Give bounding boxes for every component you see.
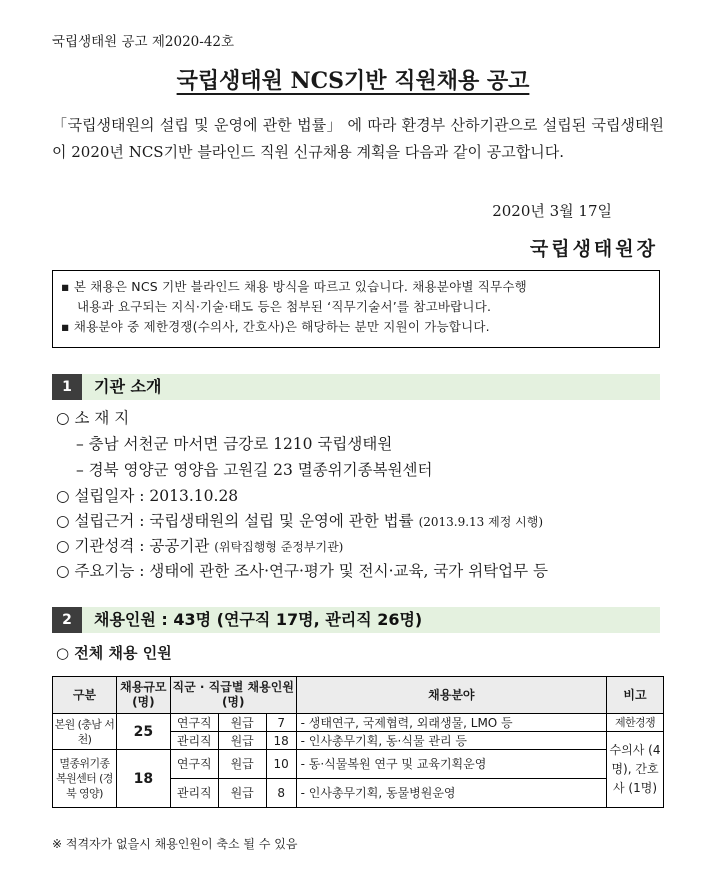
document-title-text: 국립생태원 NCS기반 직원채용 공고 (176, 68, 530, 94)
notice-line-1: ▪ 본 채용은 NCS 기반 블라인드 채용 방식을 따르고 있습니다. 채용분야별 직무수행 (61, 279, 527, 294)
institution-type-detail: (위탁집행형 준정부기관) (214, 540, 344, 554)
header-division: 구분 (53, 677, 117, 714)
legal-basis-text: ○ 설립근거 : 국립생태원의 설립 및 운영에 관한 법률 (56, 512, 414, 530)
count-cell: 7 (266, 714, 296, 732)
total-hiring-subtitle: ○ 전체 채용 인원 (56, 644, 172, 662)
section-1-title: 기관 소개 (94, 377, 162, 396)
note-cell-roles: 수의사 (4명), 간호사 (1명) (607, 732, 664, 808)
table-row (53, 714, 664, 732)
address-center: – 경북 영양군 영양읍 고원길 23 멸종위기종복원센터 (76, 461, 433, 479)
total-cell: 18 (116, 750, 170, 808)
grade-cell: 원급 (218, 732, 266, 750)
table-row (53, 750, 664, 779)
notice-line-1b: 내용과 요구되는 지식·기술·태도 등은 첨부된 ‘직무기술서’를 참고바랍니다. (77, 299, 492, 314)
hiring-table (52, 676, 664, 808)
job-cell: 연구직 (170, 714, 218, 732)
footnote: ※ 적격자가 없을시 채용인원이 축소 될 수 있음 (52, 837, 298, 851)
total-cell: 25 (116, 714, 170, 750)
job-cell: 연구직 (170, 750, 218, 779)
legal-basis-date: (2013.9.13 제정 시행) (418, 515, 543, 529)
section-1-number: 1 (52, 374, 82, 400)
grade-cell: 원급 (218, 714, 266, 732)
count-cell: 8 (266, 779, 296, 808)
signature: 국립생태원장 (529, 238, 658, 260)
section-2-title: 채용인원 : 43명 (연구직 17명, 관리직 26명) (94, 610, 423, 629)
notice-box (52, 270, 660, 348)
field-cell: - 인사총무기획, 동물병원운영 (296, 779, 606, 808)
location-label: ○ 소 재 지 (56, 409, 130, 427)
section-2-header (52, 607, 660, 633)
header-scale: 채용규모 (명) (116, 677, 170, 714)
count-cell: 10 (266, 750, 296, 779)
header-note: 비고 (607, 677, 664, 714)
section-1-header (52, 374, 660, 400)
field-cell: - 인사총무기획, 동·식물 관리 등 (296, 732, 606, 750)
section-2-number: 2 (52, 607, 82, 633)
legal-basis (56, 509, 543, 531)
division-cell: 본원 (충남 서천) (53, 714, 117, 750)
table-header-row (53, 677, 664, 714)
document-title (0, 64, 706, 95)
header-field: 채용분야 (296, 677, 606, 714)
notice-line-2: ▪ 채용분야 중 제한경쟁(수의사, 간호사)은 해당하는 분만 지원이 가능합니다. (61, 319, 490, 334)
header-job-grade: 직군 · 직급별 채용인원(명) (170, 677, 296, 714)
institution-type (56, 534, 343, 556)
grade-cell: 원급 (218, 750, 266, 779)
intro-paragraph: 「국립생태원의 설립 및 운영에 관한 법률」 에 따라 환경부 산하기관으로 설립된 국립생태원이 2020년 NCS기반 블라인드 직원 신규채용 계획을 다음과 같이 공고합니다. (52, 116, 664, 161)
count-cell: 18 (266, 732, 296, 750)
field-cell: - 동·식물복원 연구 및 교육기획운영 (296, 750, 606, 779)
address-main: – 충남 서천군 마서면 금강로 1210 국립생태원 (76, 435, 393, 453)
job-cell: 관리직 (170, 732, 218, 750)
field-cell: - 생태연구, 국제협력, 외래생물, LMO 등 (296, 714, 606, 732)
founding-date: ○ 설립일자 : 2013.10.28 (56, 487, 239, 505)
notice-number: 국립생태원 공고 제2020-42호 (52, 34, 235, 50)
division-cell: 멸종위기종 복원센터 (경북 영양) (53, 750, 117, 808)
institution-type-text: ○ 기관성격 : 공공기관 (56, 537, 210, 555)
notice-date: 2020년 3월 17일 (492, 202, 612, 220)
note-cell-restricted: 제한경쟁 (607, 714, 664, 732)
main-functions: ○ 주요기능 : 생태에 관한 조사·연구·평가 및 전시·교육, 국가 위탁업무 등 (56, 562, 548, 580)
grade-cell: 원급 (218, 779, 266, 808)
job-cell: 관리직 (170, 779, 218, 808)
